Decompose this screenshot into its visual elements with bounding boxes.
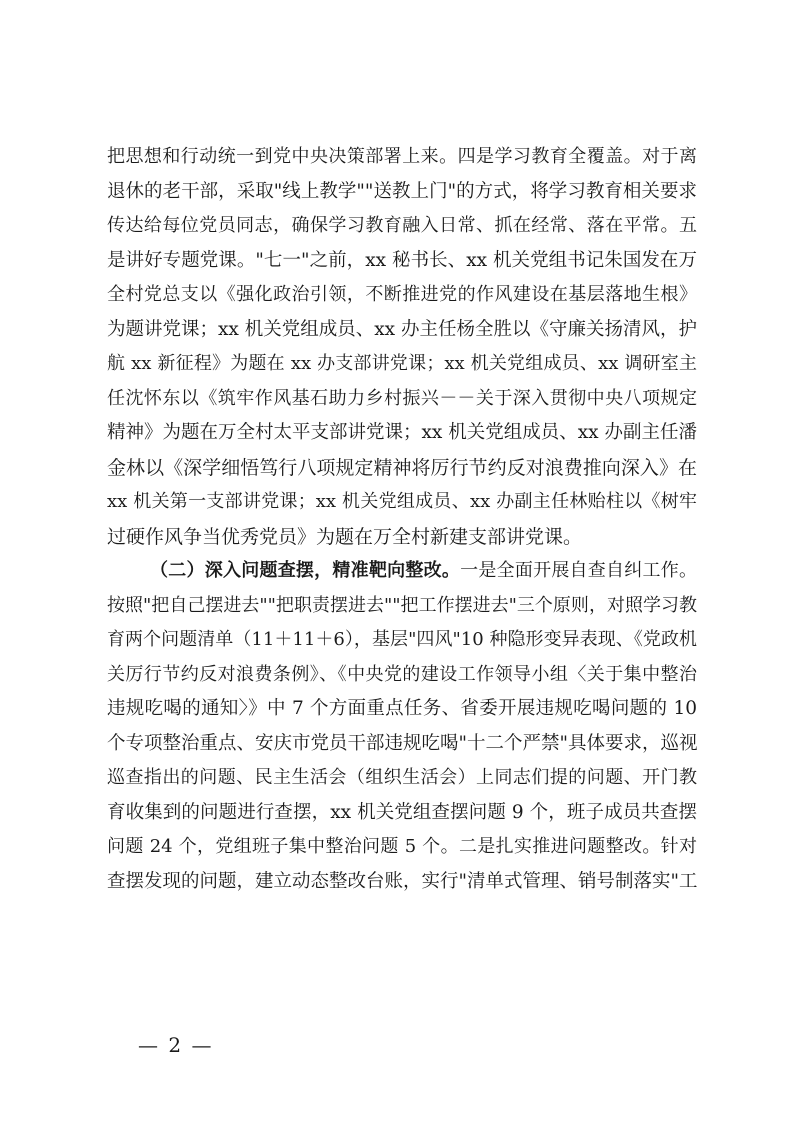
paragraph-line: 传达给每位党员同志，确保学习教育融入日常、抓在经常、落在平常。五 xyxy=(107,215,697,236)
paragraph-line: 任沈怀东以《筑牢作风基石助力乡村振兴－－关于深入贯彻中央八项规定 xyxy=(107,387,697,409)
paragraph-line: 育收集到的问题进行查摆，xx 机关党组查摆问题 9 个，班子成员共查摆 xyxy=(107,801,697,823)
document-body xyxy=(107,140,697,899)
paragraph-line: 金林以《深学细悟笃行八项规定精神将厉行节约反对浪费推向深入》在 xyxy=(107,456,697,479)
section-heading: （二）深入问题查摆，精准靶向整改。 xyxy=(150,560,461,581)
paragraph-line: 关厉行节约反对浪费条例》、《中央党的建设工作领导小组〈关于集中整治 xyxy=(107,663,697,685)
paragraph-line: 退休的老干部，采取"线上教学""送教上门"的方式，将学习教育相关要求 xyxy=(107,180,697,202)
paragraph-line: 个专项整治重点、安庆市党员干部违规吃喝"十二个严禁"具体要求，巡视 xyxy=(107,732,698,754)
paragraph-line: 问题 24 个，党组班子集中整治问题 5 个。二是扎实推进问题整改。针对 xyxy=(107,836,697,857)
paragraph-line: 违规吃喝的通知〉》中 7 个方面重点任务、省委开展违规吃喝问题的 10 xyxy=(107,698,697,719)
paragraph-line: 过硬作风争当优秀党员》为题在万全村新建支部讲党课。 xyxy=(107,525,583,548)
page-number: — 2 — xyxy=(138,1033,214,1057)
paragraph-line: 按照"把自己摆进去""把职责摆进去""把工作摆进去"三个原则，对照学习教 xyxy=(107,594,697,616)
paragraph-line: 把思想和行动统一到党中央决策部署上来。四是学习教育全覆盖。对于离 xyxy=(107,146,697,167)
paragraph-first-line xyxy=(107,554,697,589)
paragraph-line: 为题讲党课；xx 机关党组成员、xx 办主任杨全胜以《守廉关扬清风，护 xyxy=(107,318,697,340)
paragraph-line: 查摆发现的问题，建立动态整改台账，实行"清单式管理、销号制落实"工 xyxy=(107,870,698,892)
paragraph-line: 航 xx 新征程》为题在 xx 办支部讲党课；xx 机关党组成员、xx 调研室主 xyxy=(107,353,697,374)
paragraph-line: 全村党总支以《强化政治引领，不断推进党的作风建设在基层落地生根》 xyxy=(107,284,697,305)
paragraph-line: 是讲好专题党课。"七一"之前，xx 秘书长、xx 机关党组书记朱国发在万 xyxy=(107,249,697,271)
paragraph-line: 巡查指出的问题、民主生活会（组织生活会）上同志们提的问题、开门教 xyxy=(107,767,697,788)
paragraph-line: xx 机关第一支部讲党课；xx 机关党组成员、xx 办副主任林贻柱以《树牢 xyxy=(107,491,697,512)
paragraph-line: 精神》为题在万全村太平支部讲党课；xx 机关党组成员、xx 办副主任潘 xyxy=(107,422,697,443)
paragraph-line: 育两个问题清单（11＋11＋6），基层"四风"10 种隐形变异表现、《党政机 xyxy=(107,629,697,650)
paragraph-text: 一是全面开展自查自纠工作。 xyxy=(460,560,698,581)
